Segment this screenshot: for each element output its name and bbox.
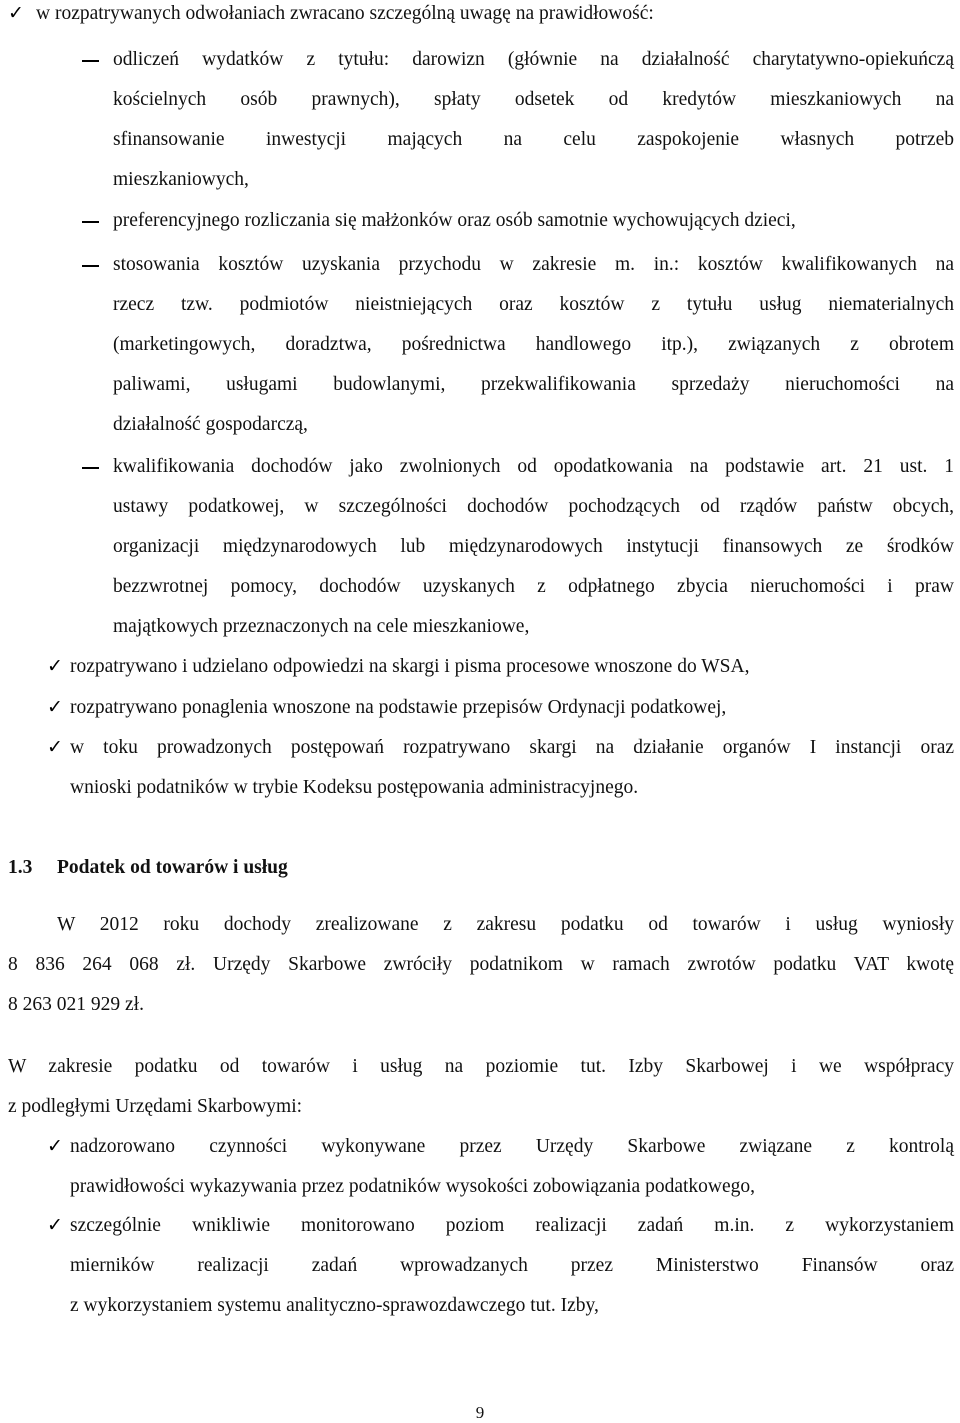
list-item: [36, 0, 916, 34]
list-item-text: działalność gospodarczą,: [113, 414, 308, 435]
list-item-text: rozpatrywano i udzielano odpowiedzi na skargi i pisma procesowe wnoszone do WSA,: [70, 656, 750, 677]
list-item-text: z wykorzystaniem systemu analityczno-sprawozdawczego tut. Izby,: [70, 1295, 599, 1316]
paragraph-line: W zakresie podatku od towarów i usług na poziomie tut. Izby Skarbowej i we współpracy: [8, 1056, 954, 1077]
list-item: [70, 1206, 954, 1326]
section-title: Podatek od towarów i usług: [57, 857, 288, 878]
list-item-text: kościelnych osób prawnych), spłaty odsetek od kredytów mieszkaniowych na: [113, 89, 954, 110]
list-item: [113, 201, 954, 241]
list-item: [70, 688, 954, 728]
checkmark-icon: ✓: [47, 1215, 63, 1236]
list-item-text: sfinansowanie inwestycji mających na celu zaspokojenie własnych potrzeb: [113, 129, 954, 150]
list-item-text: organizacji międzynarodowych lub międzynarodowych instytucji finansowych ze środków: [113, 536, 954, 557]
list-item-text: odliczeń wydatków z tytułu: darowizn (głównie na działalność charytatywno-opiekuńczą: [113, 49, 954, 70]
checkmark-icon: ✓: [47, 656, 63, 677]
section-number: 1.3: [8, 857, 33, 878]
checkmark-icon: ✓: [8, 3, 24, 24]
checkmark-icon: ✓: [47, 697, 63, 718]
list-item-text: nadzorowano czynności wykonywane przez Urzędy Skarbowe związane z kontrolą: [70, 1136, 954, 1157]
page-number: 9: [475, 1403, 485, 1422]
list-item: [70, 647, 954, 687]
list-item-text: majątkowych przeznaczonych na cele mieszkaniowe,: [113, 616, 530, 637]
dash-bullet-icon: [82, 265, 99, 267]
list-item-text: mieszkaniowych,: [113, 169, 249, 190]
list-item: [113, 447, 954, 647]
dash-bullet-icon: [82, 60, 99, 62]
paragraph-line: 8 263 021 929 zł.: [8, 994, 144, 1015]
list-item-text: wnioski podatników w trybie Kodeksu postępowania administracyjnego.: [70, 777, 639, 798]
paragraph-line: 8 836 264 068 zł. Urzędy Skarbowe zwróciły podatnikom w ramach zwrotów podatku VAT kwotę: [8, 954, 954, 975]
list-item-text: (marketingowych, doradztwa, pośrednictwa handlowego itp.), związanych z obrotem: [113, 334, 954, 355]
list-item-text: preferencyjnego rozliczania się małżonków oraz osób samotnie wychowujących dzieci,: [113, 210, 796, 231]
checkmark-icon: ✓: [47, 1136, 63, 1157]
list-item-text: ustawy podatkowej, w szczególności dochodów pochodzących od rządów państw obcych,: [113, 496, 954, 517]
list-item: [113, 40, 954, 200]
paragraph-line: W 2012 roku dochody zrealizowane z zakresu podatku od towarów i usług wyniosły: [57, 914, 954, 935]
list-item-text: mierników realizacji zadań wprowadzanych przez Ministerstwo Finansów oraz: [70, 1255, 954, 1276]
list-item: [70, 1127, 954, 1207]
list-item: [113, 245, 954, 445]
list-item-text: rozpatrywano ponaglenia wnoszone na podstawie przepisów Ordynacji podatkowej,: [70, 697, 727, 718]
list-item-text: rzecz tzw. podmiotów nieistniejących oraz kosztów z tytułu usług niematerialnych: [113, 294, 954, 315]
checkmark-icon: ✓: [47, 737, 63, 758]
list-item-text: kwalifikowania dochodów jako zwolnionych od opodatkowania na podstawie art. 21 ust. 1: [113, 456, 954, 477]
paragraph: [8, 1047, 954, 1127]
list-item: [70, 728, 954, 808]
dash-bullet-icon: [82, 221, 99, 223]
list-item-text: stosowania kosztów uzyskania przychodu w zakresie m. in.: kosztów kwalifikowanych na: [113, 254, 954, 275]
paragraph: [8, 905, 954, 1025]
dash-bullet-icon: [82, 467, 99, 469]
list-item-text: bezzwrotnej pomocy, dochodów uzyskanych z odpłatnego zbycia nieruchomości i praw: [113, 576, 954, 597]
list-item-text: prawidłowości wykazywania przez podatników wysokości zobowiązania podatkowego,: [70, 1176, 756, 1197]
list-item-text: szczególnie wnikliwie monitorowano poziom realizacji zadań m.in. z wykorzystaniem: [70, 1215, 954, 1236]
paragraph-line: z podległymi Urzędami Skarbowymi:: [8, 1096, 303, 1117]
list-item-text: w rozpatrywanych odwołaniach zwracano szczególną uwagę na prawidłowość:: [36, 3, 654, 24]
list-item-text: w toku prowadzonych postępowań rozpatrywano skargi na działanie organów I instancji oraz: [70, 737, 954, 758]
list-item-text: paliwami, usługami budowlanymi, przekwalifikowania sprzedaży nieruchomości na: [113, 374, 954, 395]
